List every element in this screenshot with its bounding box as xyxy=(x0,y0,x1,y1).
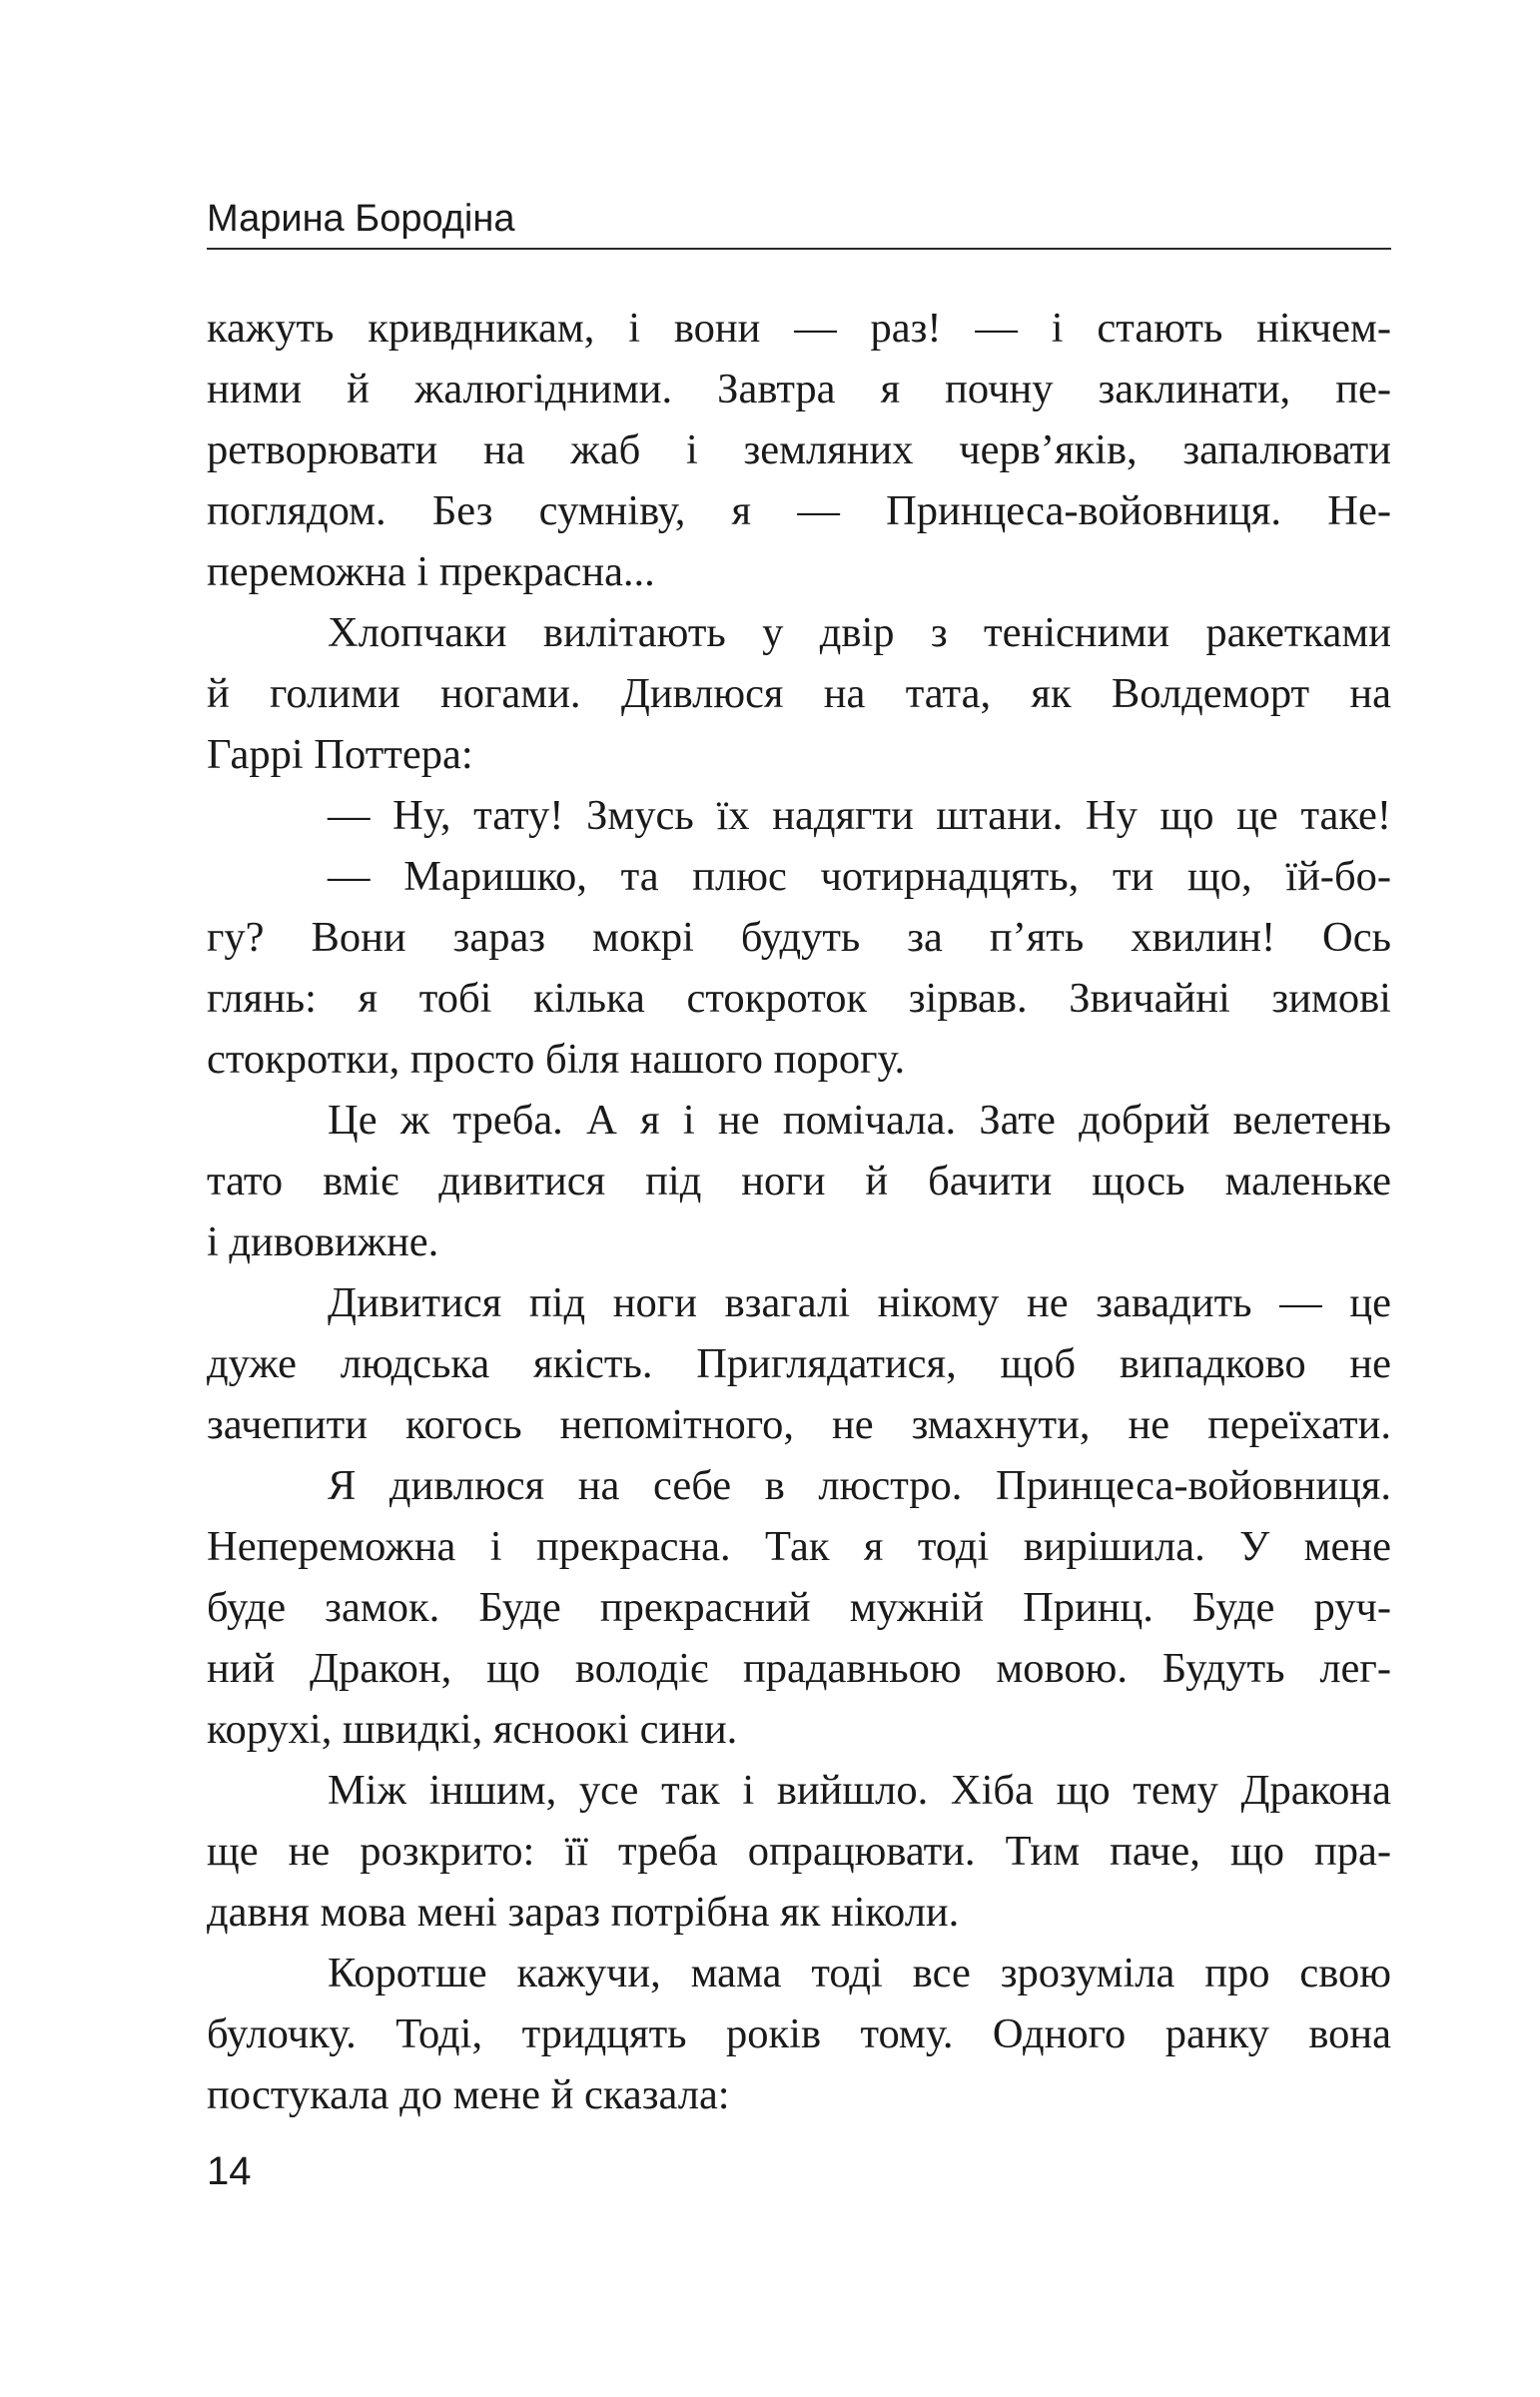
text-line: корухі, швидкі, ясноокі сини. xyxy=(207,1706,738,1753)
text-line: буде замок. Буде прекрасний мужній Принц. Буде руч- xyxy=(207,1584,1391,1631)
text-line: зачепити когось непомітного, не змахнути, не переїхати. xyxy=(207,1401,1391,1448)
text-line: Непереможна і прекрасна. Так я тоді вирішила. У мене xyxy=(207,1523,1391,1570)
text-line: Гаррі Поттера: xyxy=(207,731,473,778)
text-line: кажуть кривдникам, і вони — раз! — і стають нікчем- xyxy=(207,305,1391,352)
paragraph-first-line: Коротше кажучи, мама тоді все зрозуміла про свою xyxy=(328,1950,1391,1997)
text-line: стокротки, просто біля нашого порогу. xyxy=(207,1036,906,1083)
paragraph-first-line: Це ж треба. А я і не помічала. Зате добрий велетень xyxy=(328,1097,1391,1144)
body-text xyxy=(207,298,1391,2125)
paragraph-first-line: — Маришко, та плюс чотирнадцять, ти що, їй-бо- xyxy=(328,853,1391,900)
paragraph-first-line: Я дивлюся на себе в люстро. Принцеса-войовниця. xyxy=(328,1462,1391,1509)
text-line: постукала до мене й сказала: xyxy=(207,2071,730,2118)
text-line: гу? Вони зараз мокрі будуть за п’ять хвилин! Ось xyxy=(207,914,1391,961)
paragraph-first-line: Хлопчаки вилітають у двір з тенісними ракетками xyxy=(328,609,1391,656)
text-line: ще не розкрито: її треба опрацювати. Тим паче, що пра- xyxy=(207,1828,1391,1875)
paragraph-first-line: Між іншим, усе так і вийшло. Хіба що тему Дракона xyxy=(328,1767,1391,1814)
text-line: ними й жалюгідними. Завтра я почну заклинати, пе- xyxy=(207,366,1391,412)
running-head xyxy=(207,196,1391,250)
text-line: булочку. Тоді, тридцять років тому. Одного ранку вона xyxy=(207,2010,1391,2057)
text-line: давня мова мені зараз потрібна як ніколи. xyxy=(207,1889,960,1936)
text-line: і дивовижне. xyxy=(207,1218,439,1265)
paragraph-first-line: Дивитися під ноги взагалі нікому не завадить — це xyxy=(328,1279,1391,1326)
text-line: переможна і прекрасна... xyxy=(207,548,655,595)
page-number: 14 xyxy=(207,2149,252,2193)
text-line: ретворювати на жаб і земляних черв’яків, запалювати xyxy=(207,426,1391,473)
text-line: тато вміє дивитися під ноги й бачити щось маленьке xyxy=(207,1158,1391,1204)
author-name: Марина Бородіна xyxy=(207,198,515,240)
text-line: дуже людська якість. Приглядатися, щоб випадково не xyxy=(207,1340,1391,1387)
text-line: поглядом. Без сумніву, я — Принцеса-войовниця. Не- xyxy=(207,487,1391,534)
text-line: глянь: я тобі кілька стокроток зірвав. Звичайні зимові xyxy=(207,975,1391,1022)
paragraph-first-line: — Ну, тату! Змусь їх надягти штани. Ну що це таке! xyxy=(328,792,1391,839)
text-line: й голими ногами. Дивлюся на тата, як Волдеморт на xyxy=(207,670,1391,717)
text-line: ний Дракон, що володіє прадавньою мовою. Будуть лег- xyxy=(207,1645,1391,1692)
